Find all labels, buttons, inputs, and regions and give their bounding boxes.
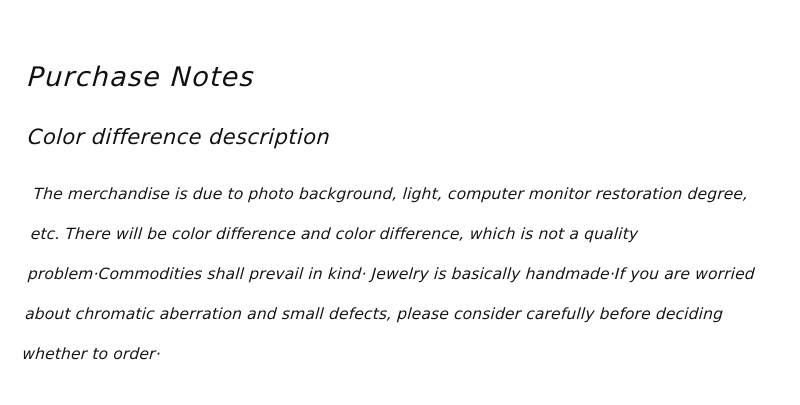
section-heading-color-difference: Color difference description	[27, 125, 332, 150]
page-title: Purchase Notes	[26, 62, 257, 94]
color-difference-description-paragraph: The merchandise is due to photo background, light, computer monitor restoration degree, etc. There will be color difference and color difference, which is not a quality problem·Commodities shall prevail in kind· Jewelry is basically handmade·If you are worried about chromatic aberration and small defects, please consider carefully before deciding whether to order·	[21, 184, 761, 363]
